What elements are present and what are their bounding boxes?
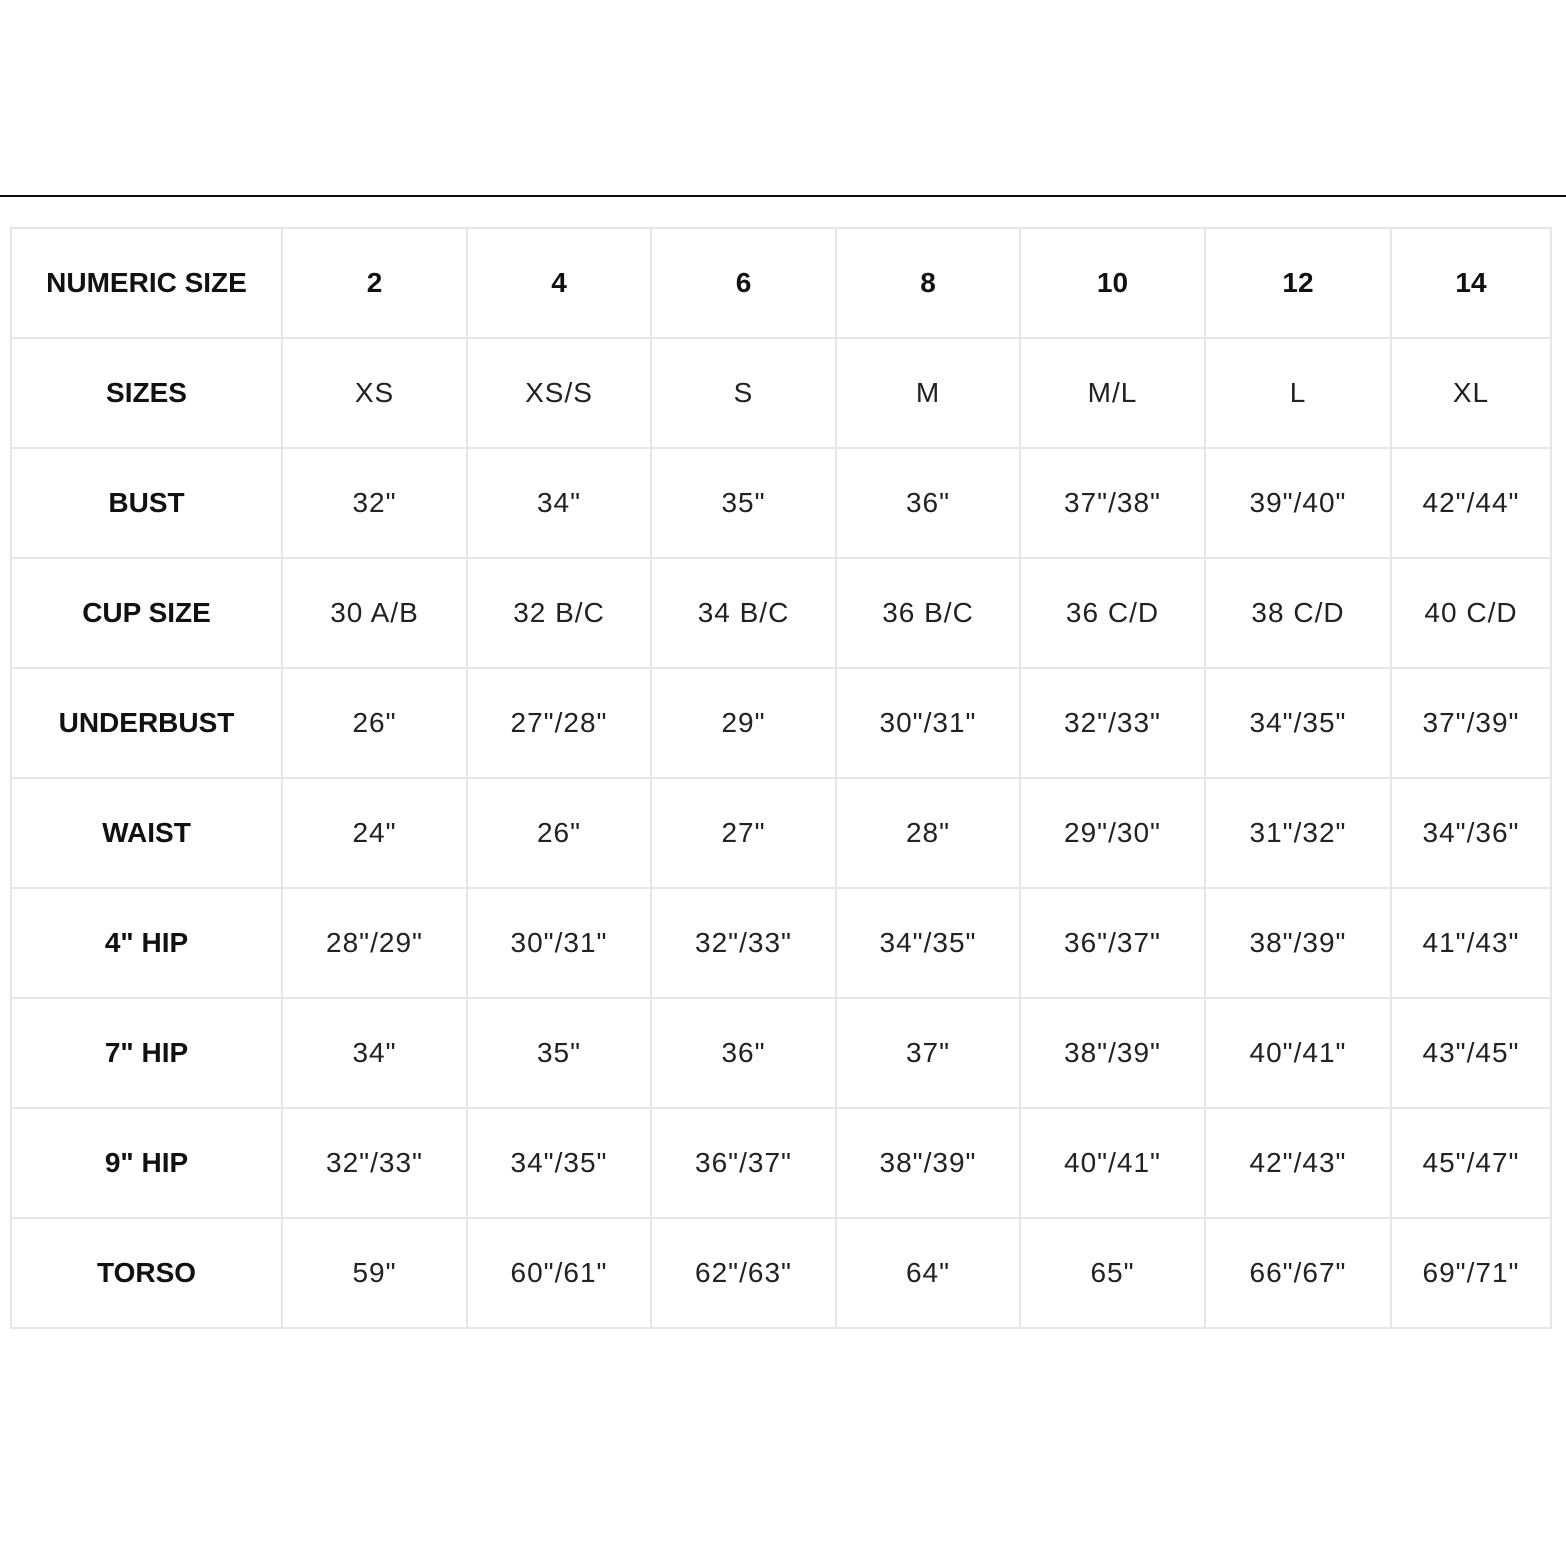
table-cell: 30"/31" xyxy=(467,888,651,998)
table-cell: L xyxy=(1205,338,1391,448)
table-cell: 32"/33" xyxy=(651,888,836,998)
table-cell: 31"/32" xyxy=(1205,778,1391,888)
table-cell: 28" xyxy=(836,778,1020,888)
table-cell: XS xyxy=(282,338,467,448)
table-cell: 30"/31" xyxy=(836,668,1020,778)
table-cell: M xyxy=(836,338,1020,448)
header-cell: 2 xyxy=(282,228,467,338)
table-cell: 34"/36" xyxy=(1391,778,1551,888)
header-cell: 8 xyxy=(836,228,1020,338)
table-cell: XS/S xyxy=(467,338,651,448)
table-row xyxy=(11,1108,1551,1218)
row-label: WAIST xyxy=(11,778,282,888)
table-cell: 65" xyxy=(1020,1218,1205,1328)
table-row xyxy=(11,888,1551,998)
table-cell: 40 C/D xyxy=(1391,558,1551,668)
table-cell: 45"/47" xyxy=(1391,1108,1551,1218)
row-label: TORSO xyxy=(11,1218,282,1328)
table-cell: 34"/35" xyxy=(1205,668,1391,778)
table-cell: 34"/35" xyxy=(836,888,1020,998)
header-cell: 12 xyxy=(1205,228,1391,338)
table-cell: 28"/29" xyxy=(282,888,467,998)
table-cell: 69"/71" xyxy=(1391,1218,1551,1328)
table-cell: 42"/44" xyxy=(1391,448,1551,558)
row-label: BUST xyxy=(11,448,282,558)
table-cell: 66"/67" xyxy=(1205,1218,1391,1328)
table-cell: 24" xyxy=(282,778,467,888)
table-header-row xyxy=(11,228,1551,338)
row-label: 7" HIP xyxy=(11,998,282,1108)
table-cell: 38"/39" xyxy=(836,1108,1020,1218)
table-cell: 64" xyxy=(836,1218,1020,1328)
table-cell: 34" xyxy=(282,998,467,1108)
table-cell: 32" xyxy=(282,448,467,558)
header-cell: 6 xyxy=(651,228,836,338)
table-cell: 34" xyxy=(467,448,651,558)
table-cell: 37"/38" xyxy=(1020,448,1205,558)
table-cell: 62"/63" xyxy=(651,1218,836,1328)
header-cell: 14 xyxy=(1391,228,1551,338)
table-cell: 32 B/C xyxy=(467,558,651,668)
table-cell: 38"/39" xyxy=(1205,888,1391,998)
table-cell: M/L xyxy=(1020,338,1205,448)
table-cell: XL xyxy=(1391,338,1551,448)
table-cell: 36"/37" xyxy=(1020,888,1205,998)
row-label: SIZES xyxy=(11,338,282,448)
table-cell: 36" xyxy=(836,448,1020,558)
size-chart-table xyxy=(10,227,1552,1329)
table-cell: 37" xyxy=(836,998,1020,1108)
table-cell: 60"/61" xyxy=(467,1218,651,1328)
table-cell: 42"/43" xyxy=(1205,1108,1391,1218)
top-divider xyxy=(0,195,1566,197)
row-label: UNDERBUST xyxy=(11,668,282,778)
table-row xyxy=(11,558,1551,668)
row-label: CUP SIZE xyxy=(11,558,282,668)
table-cell: 40"/41" xyxy=(1205,998,1391,1108)
table-cell: 30 A/B xyxy=(282,558,467,668)
table-cell: 29" xyxy=(651,668,836,778)
table-row xyxy=(11,1218,1551,1328)
table-cell: S xyxy=(651,338,836,448)
table-cell: 34 B/C xyxy=(651,558,836,668)
table-cell: 29"/30" xyxy=(1020,778,1205,888)
table-cell: 35" xyxy=(651,448,836,558)
table-cell: 43"/45" xyxy=(1391,998,1551,1108)
table-row xyxy=(11,448,1551,558)
table-cell: 26" xyxy=(467,778,651,888)
table-cell: 32"/33" xyxy=(1020,668,1205,778)
table-cell: 37"/39" xyxy=(1391,668,1551,778)
table-cell: 27"/28" xyxy=(467,668,651,778)
row-label: 4" HIP xyxy=(11,888,282,998)
table-cell: 38"/39" xyxy=(1020,998,1205,1108)
table-cell: 27" xyxy=(651,778,836,888)
table-row xyxy=(11,338,1551,448)
table-cell: 40"/41" xyxy=(1020,1108,1205,1218)
row-label: 9" HIP xyxy=(11,1108,282,1218)
table-cell: 26" xyxy=(282,668,467,778)
table-cell: 36 C/D xyxy=(1020,558,1205,668)
header-cell: 4 xyxy=(467,228,651,338)
table-row xyxy=(11,778,1551,888)
table-row xyxy=(11,668,1551,778)
table-row xyxy=(11,998,1551,1108)
header-cell: 10 xyxy=(1020,228,1205,338)
table-cell: 35" xyxy=(467,998,651,1108)
table-cell: 36" xyxy=(651,998,836,1108)
table-cell: 59" xyxy=(282,1218,467,1328)
table-cell: 36 B/C xyxy=(836,558,1020,668)
table-cell: 32"/33" xyxy=(282,1108,467,1218)
header-label: NUMERIC SIZE xyxy=(11,228,282,338)
table-cell: 39"/40" xyxy=(1205,448,1391,558)
table-cell: 38 C/D xyxy=(1205,558,1391,668)
table-cell: 41"/43" xyxy=(1391,888,1551,998)
table-cell: 34"/35" xyxy=(467,1108,651,1218)
table-cell: 36"/37" xyxy=(651,1108,836,1218)
